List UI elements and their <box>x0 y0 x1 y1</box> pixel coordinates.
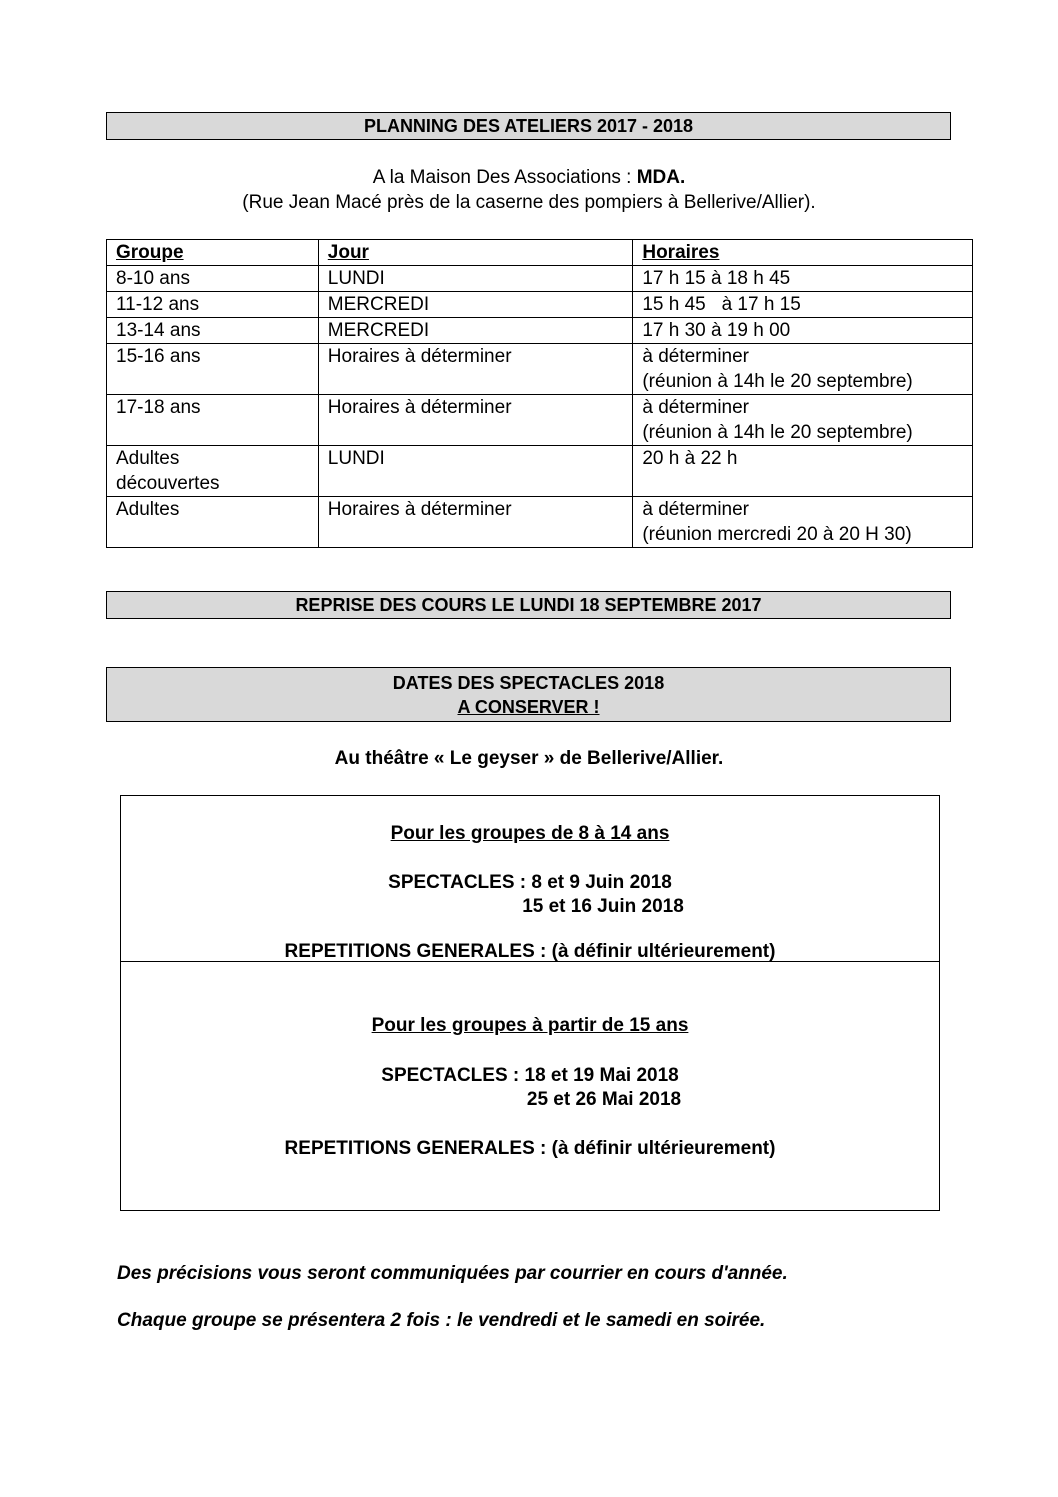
group-young-title: Pour les groupes de 8 à 14 ans <box>390 823 670 844</box>
planning-title-band <box>106 112 951 140</box>
cell-jour: Horaires à déterminer <box>318 344 633 395</box>
venue-abbrev: MDA. <box>636 167 686 188</box>
cell-jour: MERCREDI <box>318 318 633 344</box>
spectacles-band <box>106 667 951 722</box>
planning-title: PLANNING DES ATELIERS 2017 - 2018 <box>363 116 694 136</box>
group-young-spectacles <box>121 871 939 895</box>
spectacles-dates-2: 25 et 26 Mai 2018 <box>526 1089 682 1110</box>
venue-address <box>0 192 1058 214</box>
cell-horaire <box>633 497 973 548</box>
groupe-text: 15-16 ans <box>116 346 201 367</box>
table-row <box>107 292 973 318</box>
group-older-title: Pour les groupes à partir de 15 ans <box>371 1015 689 1036</box>
horaire-text: 17 h 15 à 18 h 45 <box>642 268 791 289</box>
cell-horaire <box>633 395 973 446</box>
reprise-band <box>106 591 951 619</box>
venue-prefix: A la Maison Des Associations : <box>372 167 637 188</box>
cell-groupe <box>107 344 319 395</box>
header-jour: Jour <box>318 240 633 266</box>
horaire-text: à déterminer <box>642 397 750 418</box>
table-row <box>107 266 973 292</box>
conserver-label: A CONSERVER ! <box>457 697 600 717</box>
table-header-row <box>107 240 973 266</box>
group-older-spectacles-2 <box>121 1088 939 1112</box>
cell-horaire <box>633 292 973 318</box>
cell-horaire <box>633 266 973 292</box>
horaire-text: à déterminer <box>642 346 750 367</box>
box-divider <box>121 961 939 962</box>
group-young-spectacles-2 <box>121 895 939 919</box>
group-older-spectacles <box>121 1064 939 1088</box>
groupe-text: 17-18 ans <box>116 397 201 418</box>
reprise-text: REPRISE DES COURS LE LUNDI 18 SEPTEMBRE 2017 <box>295 595 762 615</box>
cell-horaire <box>633 446 973 497</box>
cell-groupe <box>107 395 319 446</box>
cell-jour: LUNDI <box>318 446 633 497</box>
schedule-table <box>106 239 973 548</box>
note-precisions: Des précisions vous seront communiquées par courrier en cours d'année. <box>117 1263 788 1284</box>
horaire-note: (réunion mercredi 20 à 20 H 30) <box>642 524 912 545</box>
groupe-text: 8-10 ans <box>116 268 190 289</box>
cell-groupe <box>107 446 319 497</box>
cell-groupe <box>107 266 319 292</box>
cell-groupe <box>107 497 319 548</box>
cell-jour: MERCREDI <box>318 292 633 318</box>
groupe-text: 13-14 ans <box>116 320 201 341</box>
table-row <box>107 446 973 497</box>
groupe-text: Adultes <box>116 448 180 469</box>
cell-groupe <box>107 292 319 318</box>
spectacles-dates-2: 15 et 16 Juin 2018 <box>522 896 684 917</box>
cell-horaire <box>633 318 973 344</box>
horaire-text: 20 h à 22 h <box>642 448 738 469</box>
header-horaires: Horaires <box>633 240 973 266</box>
cell-horaire <box>633 344 973 395</box>
table-row <box>107 395 973 446</box>
group-older-repetitions: REPETITIONS GENERALES : (à définir ultérieurement) <box>284 1138 776 1159</box>
spectacles-dates-1: SPECTACLES : 8 et 9 Juin 2018 <box>388 872 672 893</box>
groupe-text: Adultes <box>116 499 180 520</box>
cell-jour: Horaires à déterminer <box>318 497 633 548</box>
group-young-repetitions: REPETITIONS GENERALES : (à définir ultérieurement) <box>284 941 776 962</box>
table-row <box>107 497 973 548</box>
cell-jour: LUNDI <box>318 266 633 292</box>
note-presentation: Chaque groupe se présentera 2 fois : le vendredi et le samedi en soirée. <box>117 1310 766 1331</box>
venue-line <box>0 167 1058 189</box>
cell-jour: Horaires à déterminer <box>318 395 633 446</box>
groupe-text-2: découvertes <box>116 473 220 494</box>
cell-groupe <box>107 318 319 344</box>
address-text: (Rue Jean Macé près de la caserne des pompiers à Bellerive/Allier). <box>242 192 816 213</box>
header-groupe: Groupe <box>107 240 319 266</box>
groupe-text: 11-12 ans <box>116 294 200 315</box>
spectacles-box <box>120 795 940 1211</box>
spectacles-title: DATES DES SPECTACLES 2018 <box>392 673 665 693</box>
theatre-text: Au théâtre « Le geyser » de Bellerive/Allier. <box>334 748 724 769</box>
table-row <box>107 318 973 344</box>
spectacles-dates-1: SPECTACLES : 18 et 19 Mai 2018 <box>381 1065 679 1086</box>
table-row <box>107 344 973 395</box>
horaire-text: 17 h 30 à 19 h 00 <box>642 320 791 341</box>
horaire-note: (réunion à 14h le 20 septembre) <box>642 371 913 392</box>
horaire-text: à déterminer <box>642 499 750 520</box>
horaire-note: (réunion à 14h le 20 septembre) <box>642 422 913 443</box>
horaire-text: 15 h 45 à 17 h 15 <box>642 294 801 315</box>
theatre-line <box>0 748 1058 770</box>
